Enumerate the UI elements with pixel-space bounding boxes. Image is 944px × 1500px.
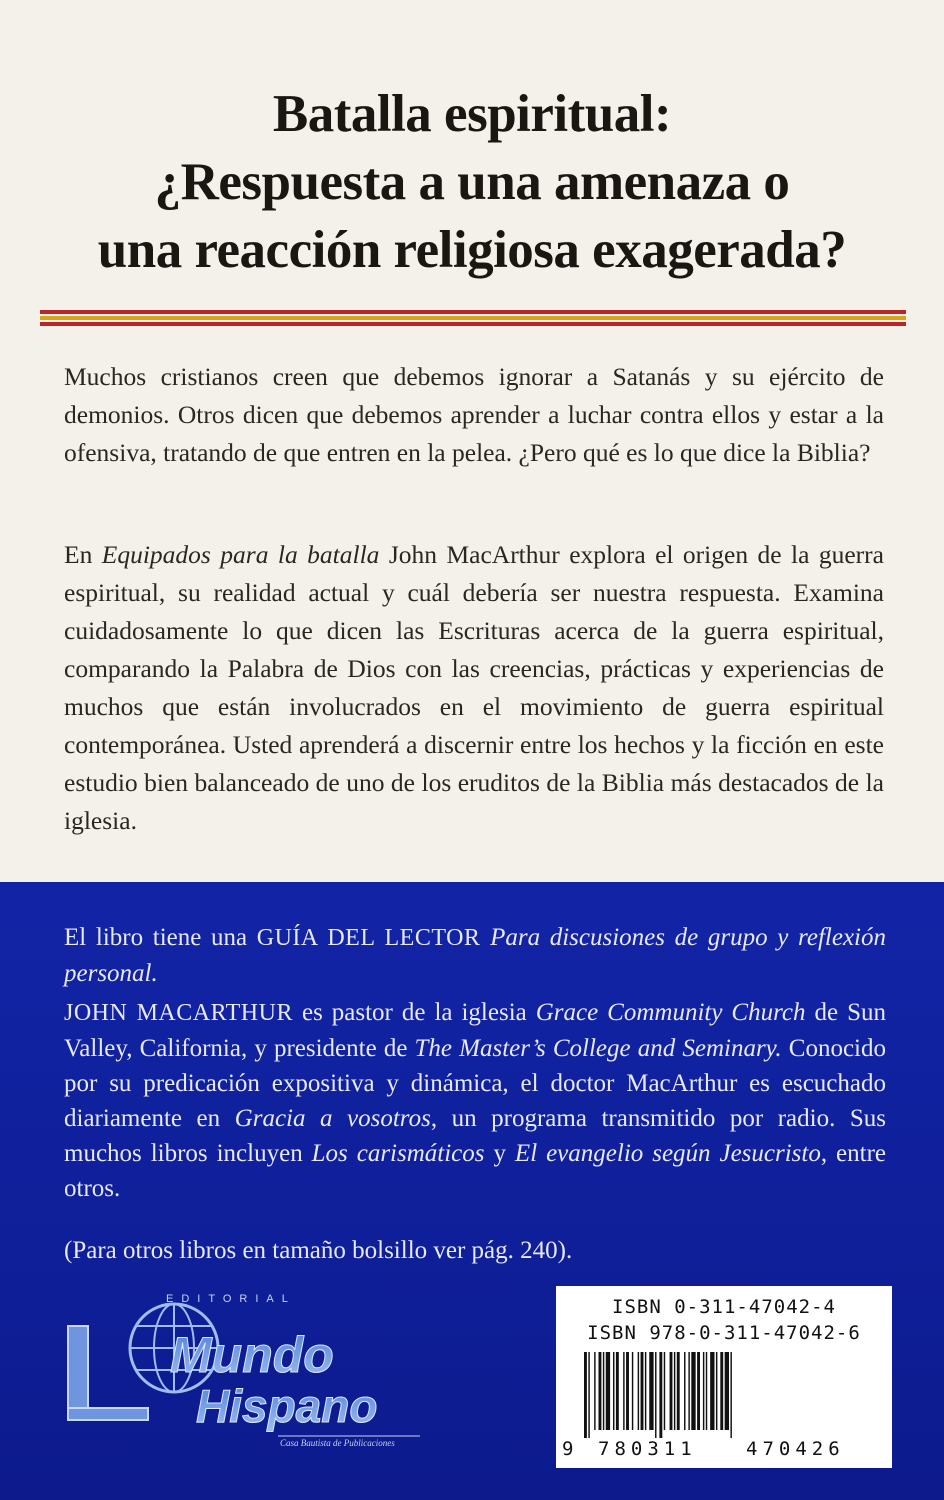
isbn-13: ISBN 978-0-311-47042-6 <box>587 1322 861 1344</box>
author-name: JOHN MACARTHUR <box>64 1000 293 1026</box>
isbn-barcode <box>556 1286 892 1468</box>
decorative-stripes <box>40 310 906 328</box>
description-paragraph: En Equipados para la batalla John MacArthur explora el origen de la guerra espiritual, su realidad actual y cuál debería ser nuestra respuesta. Examina cuidadosamente lo que dicen las Escrituras acerca de la guerra espiritual, comparando la Palabra de Dios con las creencias, prácticas y experiencias de muchos que están involucrados en el movimiento de guerra espiritual contemporánea. Usted aprenderá a discernir entre los hechos y la ficción en este estudio bien balanceado de uno de los eruditos de la Biblia más destacados de la iglesia. <box>64 540 884 835</box>
barcode-bar <box>645 1352 646 1430</box>
headline <box>0 80 944 284</box>
barcode-bar <box>659 1352 662 1438</box>
barcode-bar <box>638 1352 639 1430</box>
barcode-bar <box>606 1352 610 1430</box>
barcode-bar <box>588 1352 589 1438</box>
barcode-bar <box>703 1352 704 1430</box>
barcode-bars <box>584 1352 874 1438</box>
barcode-bar <box>641 1352 644 1430</box>
barcode-bar <box>623 1352 624 1430</box>
book-title: Equipados para la batalla <box>101 540 380 569</box>
barcode-bar <box>674 1352 675 1430</box>
barcode-bar <box>716 1352 717 1430</box>
headline-line-1: Batalla espiritual: <box>272 85 672 143</box>
barcode-bar <box>599 1352 602 1430</box>
isbn-10: ISBN 0-311-47042-4 <box>612 1296 836 1318</box>
publisher-tagline: Casa Bautista de Publicaciones <box>280 1438 395 1448</box>
barcode-bar <box>664 1352 665 1430</box>
barcode-bar <box>720 1352 723 1430</box>
barcode-bar <box>706 1352 707 1430</box>
barcode-bar <box>616 1352 619 1430</box>
barcode-bar <box>603 1352 604 1430</box>
barcode-bar <box>626 1352 629 1430</box>
headline-line-2: ¿Respuesta a una amenaza o <box>154 153 790 211</box>
barcode-bar <box>677 1352 680 1430</box>
author-bio: JOHN MACARTHUR es pastor de la iglesia Grace Community Church de Sun Valley, California, y presidente de The Master’s College and Seminary. Conocido por su predicación expositiva y dinámica, el doctor MacArthur es escuchado diariamente en Gracia a vosotros, un programa transmitido por radio. Sus muchos libros incluyen Los carismáticos y El evangelio según Jesucristo, entre otros. <box>64 999 887 1202</box>
barcode-bar <box>697 1352 700 1430</box>
ean-left-group: 780311 <box>598 1438 697 1460</box>
reader-guide-text: El libro tiene una GUÍA DEL LECTOR Para discusiones de grupo y reflexión personal. <box>64 924 886 987</box>
barcode-bar <box>710 1352 714 1430</box>
ean-right-group: 470426 <box>746 1438 845 1460</box>
barcode-bar <box>691 1352 695 1430</box>
barcode-bar <box>730 1352 731 1438</box>
publisher-logo <box>64 1290 424 1450</box>
barcode-bar <box>594 1352 595 1430</box>
publisher-name-2: Hispano <box>196 1380 378 1432</box>
barcode-bar <box>613 1352 614 1430</box>
barcode-bar <box>684 1352 685 1430</box>
barcode-bar <box>670 1352 673 1430</box>
publisher-editorial: EDITORIAL <box>166 1293 296 1305</box>
barcode-bar <box>584 1352 587 1438</box>
barcode-bar <box>632 1352 633 1430</box>
publisher-name-1: Mundo <box>170 1327 334 1383</box>
barcode-bar <box>688 1352 689 1430</box>
headline-line-3: una reacción religiosa exagerada? <box>97 221 847 279</box>
barcode-bar <box>649 1352 653 1430</box>
barcode-bar <box>725 1352 729 1430</box>
barcode-bar <box>655 1352 656 1438</box>
intro-paragraph: Muchos cristianos creen que debemos ignorar a Satanás y su ejército de demonios. Otros dicen que debemos aprender a luchar contra ellos y estar a la ofensiva, tratando de que entren en la pelea. ¿Pero qué es lo que dice la Biblia? <box>64 362 884 467</box>
ean-first-digit: 9 <box>562 1438 579 1460</box>
pocket-books-note: (Para otros libros en tamaño bolsillo ver pág. 240). <box>64 1237 573 1264</box>
